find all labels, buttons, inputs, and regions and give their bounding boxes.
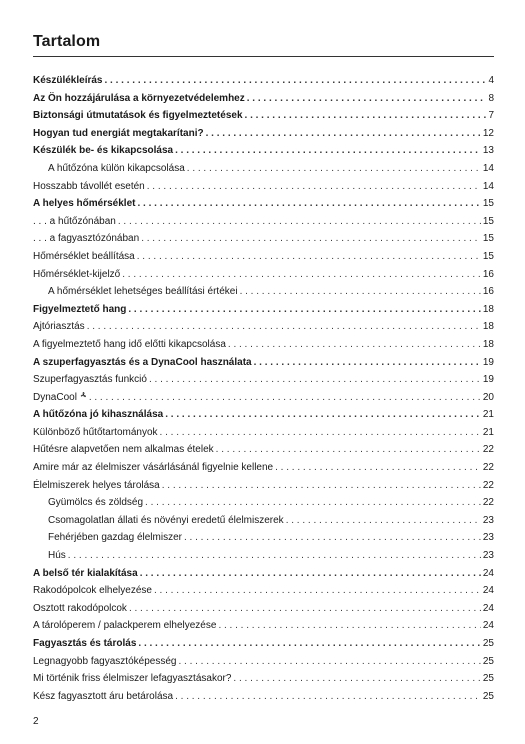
- toc-entry[interactable]: [33, 547, 494, 565]
- dot-leader: [206, 125, 481, 143]
- toc-entry-label: Különböző hűtőtartományok: [33, 426, 158, 438]
- toc-entry[interactable]: [33, 653, 494, 671]
- toc-entry-page: 15: [482, 215, 494, 227]
- toc-entry-label: Hőmérséklet-kijelző: [33, 268, 121, 280]
- dot-leader: [184, 529, 481, 547]
- toc-entry-label: Szuperfagyasztás funkció: [33, 374, 147, 386]
- dot-leader: [254, 354, 481, 372]
- toc-entry-label: Hogyan tud energiát megtakarítani?: [33, 127, 204, 139]
- toc-entry-page: 15: [482, 198, 494, 210]
- toc-entry-label: Kész fagyasztott áru betárolása: [33, 690, 174, 702]
- toc-entry-label: A belső tér kialakítása: [33, 567, 138, 579]
- toc-entry-page: 14: [482, 162, 494, 174]
- dot-leader: [228, 336, 481, 354]
- toc-entry-page: 23: [482, 550, 494, 562]
- toc-entry-label: Biztonsági útmutatások és figyelmeztetések: [33, 110, 243, 122]
- toc-entry[interactable]: [33, 160, 494, 178]
- toc-entry-page: 25: [482, 655, 494, 667]
- toc-entry-page: 14: [482, 180, 494, 192]
- toc-entry-label: Figyelmeztető hang: [33, 303, 127, 315]
- toc-entry-label: Osztott rakodópolcok: [33, 602, 127, 614]
- toc-entry-label: Csomagolatlan állati és növényi eredetű élelmiszerek: [48, 514, 284, 526]
- toc-entry[interactable]: [33, 459, 494, 477]
- dot-leader: [128, 301, 481, 319]
- dot-leader: [147, 178, 481, 196]
- dot-leader: [162, 477, 481, 495]
- toc-entry-label: A hőmérséklet lehetséges beállítási értékei: [48, 286, 238, 298]
- toc-entry[interactable]: [33, 582, 494, 600]
- toc-entry[interactable]: [33, 406, 494, 424]
- toc-entry-label: Amire már az élelmiszer vásárlásánál figyelnie kellene: [33, 462, 274, 474]
- dot-leader: [138, 635, 480, 653]
- toc-entry-page: 24: [482, 567, 494, 579]
- toc-entry-label: Mi történik friss élelmiszer lefagyasztásakor?: [33, 673, 232, 685]
- toc-entry-label: A helyes hőmérséklet: [33, 198, 136, 210]
- toc-entry-label: . . . a fagyasztózónában: [33, 233, 140, 245]
- toc-entry-label: Élelmiszerek helyes tárolása: [33, 479, 160, 491]
- toc-entry-page: 24: [482, 585, 494, 597]
- table-of-contents: [33, 72, 494, 705]
- dot-leader: [245, 107, 487, 125]
- dot-leader: [145, 494, 481, 512]
- toc-entry[interactable]: [33, 512, 494, 530]
- dot-leader: [286, 512, 481, 530]
- toc-entry[interactable]: [33, 248, 494, 266]
- toc-entry[interactable]: [33, 301, 494, 319]
- dot-leader: [160, 424, 481, 442]
- toc-entry[interactable]: [33, 283, 494, 301]
- dot-leader: [218, 617, 480, 635]
- toc-entry-page: 23: [482, 532, 494, 544]
- dot-leader: [141, 230, 481, 248]
- dot-leader: [122, 266, 481, 284]
- toc-entry-page: 13: [482, 145, 494, 157]
- dot-leader: [240, 283, 481, 301]
- toc-entry-page: 22: [482, 497, 494, 509]
- dot-leader: [129, 600, 481, 618]
- toc-entry-label: Gyümölcs és zöldség: [48, 497, 144, 509]
- dot-leader: [118, 213, 481, 231]
- toc-entry-page: 16: [482, 286, 494, 298]
- toc-entry[interactable]: [33, 90, 494, 108]
- toc-entry-label: Az Ön hozzájárulása a környezetvédelemhez: [33, 92, 245, 104]
- toc-entry-page: 15: [482, 250, 494, 262]
- fan-icon: [80, 390, 87, 400]
- toc-entry-label: Hús: [48, 550, 66, 562]
- toc-entry[interactable]: [33, 389, 494, 407]
- dot-leader: [105, 72, 487, 90]
- toc-entry-label: . . . a hűtőzónában: [33, 215, 116, 227]
- toc-entry-page: 21: [482, 409, 494, 421]
- toc-entry-label: A figyelmeztető hang idő előtti kikapcsolása: [33, 338, 226, 350]
- toc-entry[interactable]: [33, 424, 494, 442]
- dot-leader: [165, 406, 481, 424]
- toc-entry-page: 18: [482, 303, 494, 315]
- toc-entry[interactable]: [33, 494, 494, 512]
- toc-entry-label: Készülékleírás: [33, 75, 103, 86]
- dot-leader: [89, 389, 481, 407]
- toc-entry[interactable]: [33, 336, 494, 354]
- toc-entry[interactable]: [33, 635, 494, 653]
- toc-entry-label: Fehérjében gazdag élelmiszer: [48, 532, 182, 544]
- dot-leader: [87, 318, 481, 336]
- toc-entry[interactable]: [33, 72, 494, 90]
- toc-entry-page: 8: [488, 92, 494, 104]
- dot-leader: [247, 90, 487, 108]
- toc-entry-page: 4: [488, 75, 494, 86]
- dot-leader: [154, 582, 481, 600]
- toc-entry-page: 7: [488, 110, 494, 122]
- toc-entry[interactable]: [33, 688, 494, 706]
- dot-leader: [175, 688, 481, 706]
- toc-entry[interactable]: [33, 617, 494, 635]
- toc-entry-page: 22: [482, 479, 494, 491]
- toc-entry[interactable]: [33, 565, 494, 583]
- toc-entry-label: A hűtőzóna külön kikapcsolása: [48, 162, 185, 174]
- toc-entry[interactable]: [33, 354, 494, 372]
- dot-leader: [178, 653, 480, 671]
- toc-entry-page: 24: [482, 620, 494, 632]
- dot-leader: [233, 670, 480, 688]
- toc-entry-page: 21: [482, 426, 494, 438]
- toc-entry-label: Hűtésre alapvetően nem alkalmas ételek: [33, 444, 214, 456]
- toc-entry[interactable]: [33, 529, 494, 547]
- dot-leader: [175, 142, 481, 160]
- toc-entry[interactable]: [33, 318, 494, 336]
- dot-leader: [140, 565, 481, 583]
- toc-entry[interactable]: [33, 213, 494, 231]
- toc-entry[interactable]: [33, 371, 494, 389]
- toc-entry-label: Ajtóriasztás: [33, 321, 85, 333]
- toc-entry-label: Hosszabb távollét esetén: [33, 180, 145, 192]
- toc-entry-page: 16: [482, 268, 494, 280]
- toc-entry-page: 19: [482, 356, 494, 368]
- dot-leader: [216, 441, 481, 459]
- toc-entry[interactable]: [33, 107, 494, 125]
- dot-leader: [137, 248, 481, 266]
- dot-leader: [137, 195, 480, 213]
- toc-entry-label: DynaCool: [33, 391, 77, 403]
- toc-entry-page: 24: [482, 602, 494, 614]
- toc-entry-page: 25: [482, 690, 494, 702]
- dot-leader: [275, 459, 481, 477]
- toc-entry-page: 25: [482, 673, 494, 685]
- toc-entry-label: Rakodópolcok elhelyezése: [33, 585, 152, 597]
- toc-entry-page: 20: [482, 391, 494, 403]
- toc-entry[interactable]: [33, 670, 494, 688]
- toc-entry[interactable]: [33, 195, 494, 213]
- dot-leader: [68, 547, 481, 565]
- toc-entry-label: Hőmérséklet beállítása: [33, 250, 135, 262]
- toc-entry[interactable]: [33, 178, 494, 196]
- toc-entry[interactable]: [33, 230, 494, 248]
- toc-entry-label: Legnagyobb fagyasztóképesség: [33, 655, 177, 667]
- toc-entry[interactable]: [33, 441, 494, 459]
- toc-entry-label: A hűtőzóna jó kihasználása: [33, 409, 164, 421]
- dot-leader: [187, 160, 481, 178]
- toc-entry-page: 23: [482, 514, 494, 526]
- toc-entry-page: 18: [482, 321, 494, 333]
- page-number: 2: [33, 716, 39, 727]
- toc-entry-page: 19: [482, 374, 494, 386]
- title-divider: [33, 56, 494, 57]
- toc-entry-label: A tárolóperem / palackperem elhelyezése: [33, 620, 217, 632]
- page-title: Tartalom: [33, 33, 101, 50]
- dot-leader: [149, 371, 481, 389]
- toc-entry-page: 18: [482, 338, 494, 350]
- toc-entry-page: 15: [482, 233, 494, 245]
- toc-entry[interactable]: [33, 266, 494, 284]
- toc-entry[interactable]: [33, 142, 494, 160]
- toc-entry-page: 22: [482, 462, 494, 474]
- toc-entry[interactable]: [33, 125, 494, 143]
- toc-entry-label: Fagyasztás és tárolás: [33, 638, 137, 649]
- toc-entry-page: 22: [482, 444, 494, 456]
- toc-entry-page: 12: [482, 127, 494, 139]
- toc-entry-label: Készülék be- és kikapcsolása: [33, 145, 174, 157]
- toc-entry[interactable]: [33, 600, 494, 618]
- toc-entry-label: A szuperfagyasztás és a DynaCool használata: [33, 356, 252, 368]
- toc-entry[interactable]: [33, 477, 494, 495]
- toc-entry-page: 25: [482, 638, 494, 649]
